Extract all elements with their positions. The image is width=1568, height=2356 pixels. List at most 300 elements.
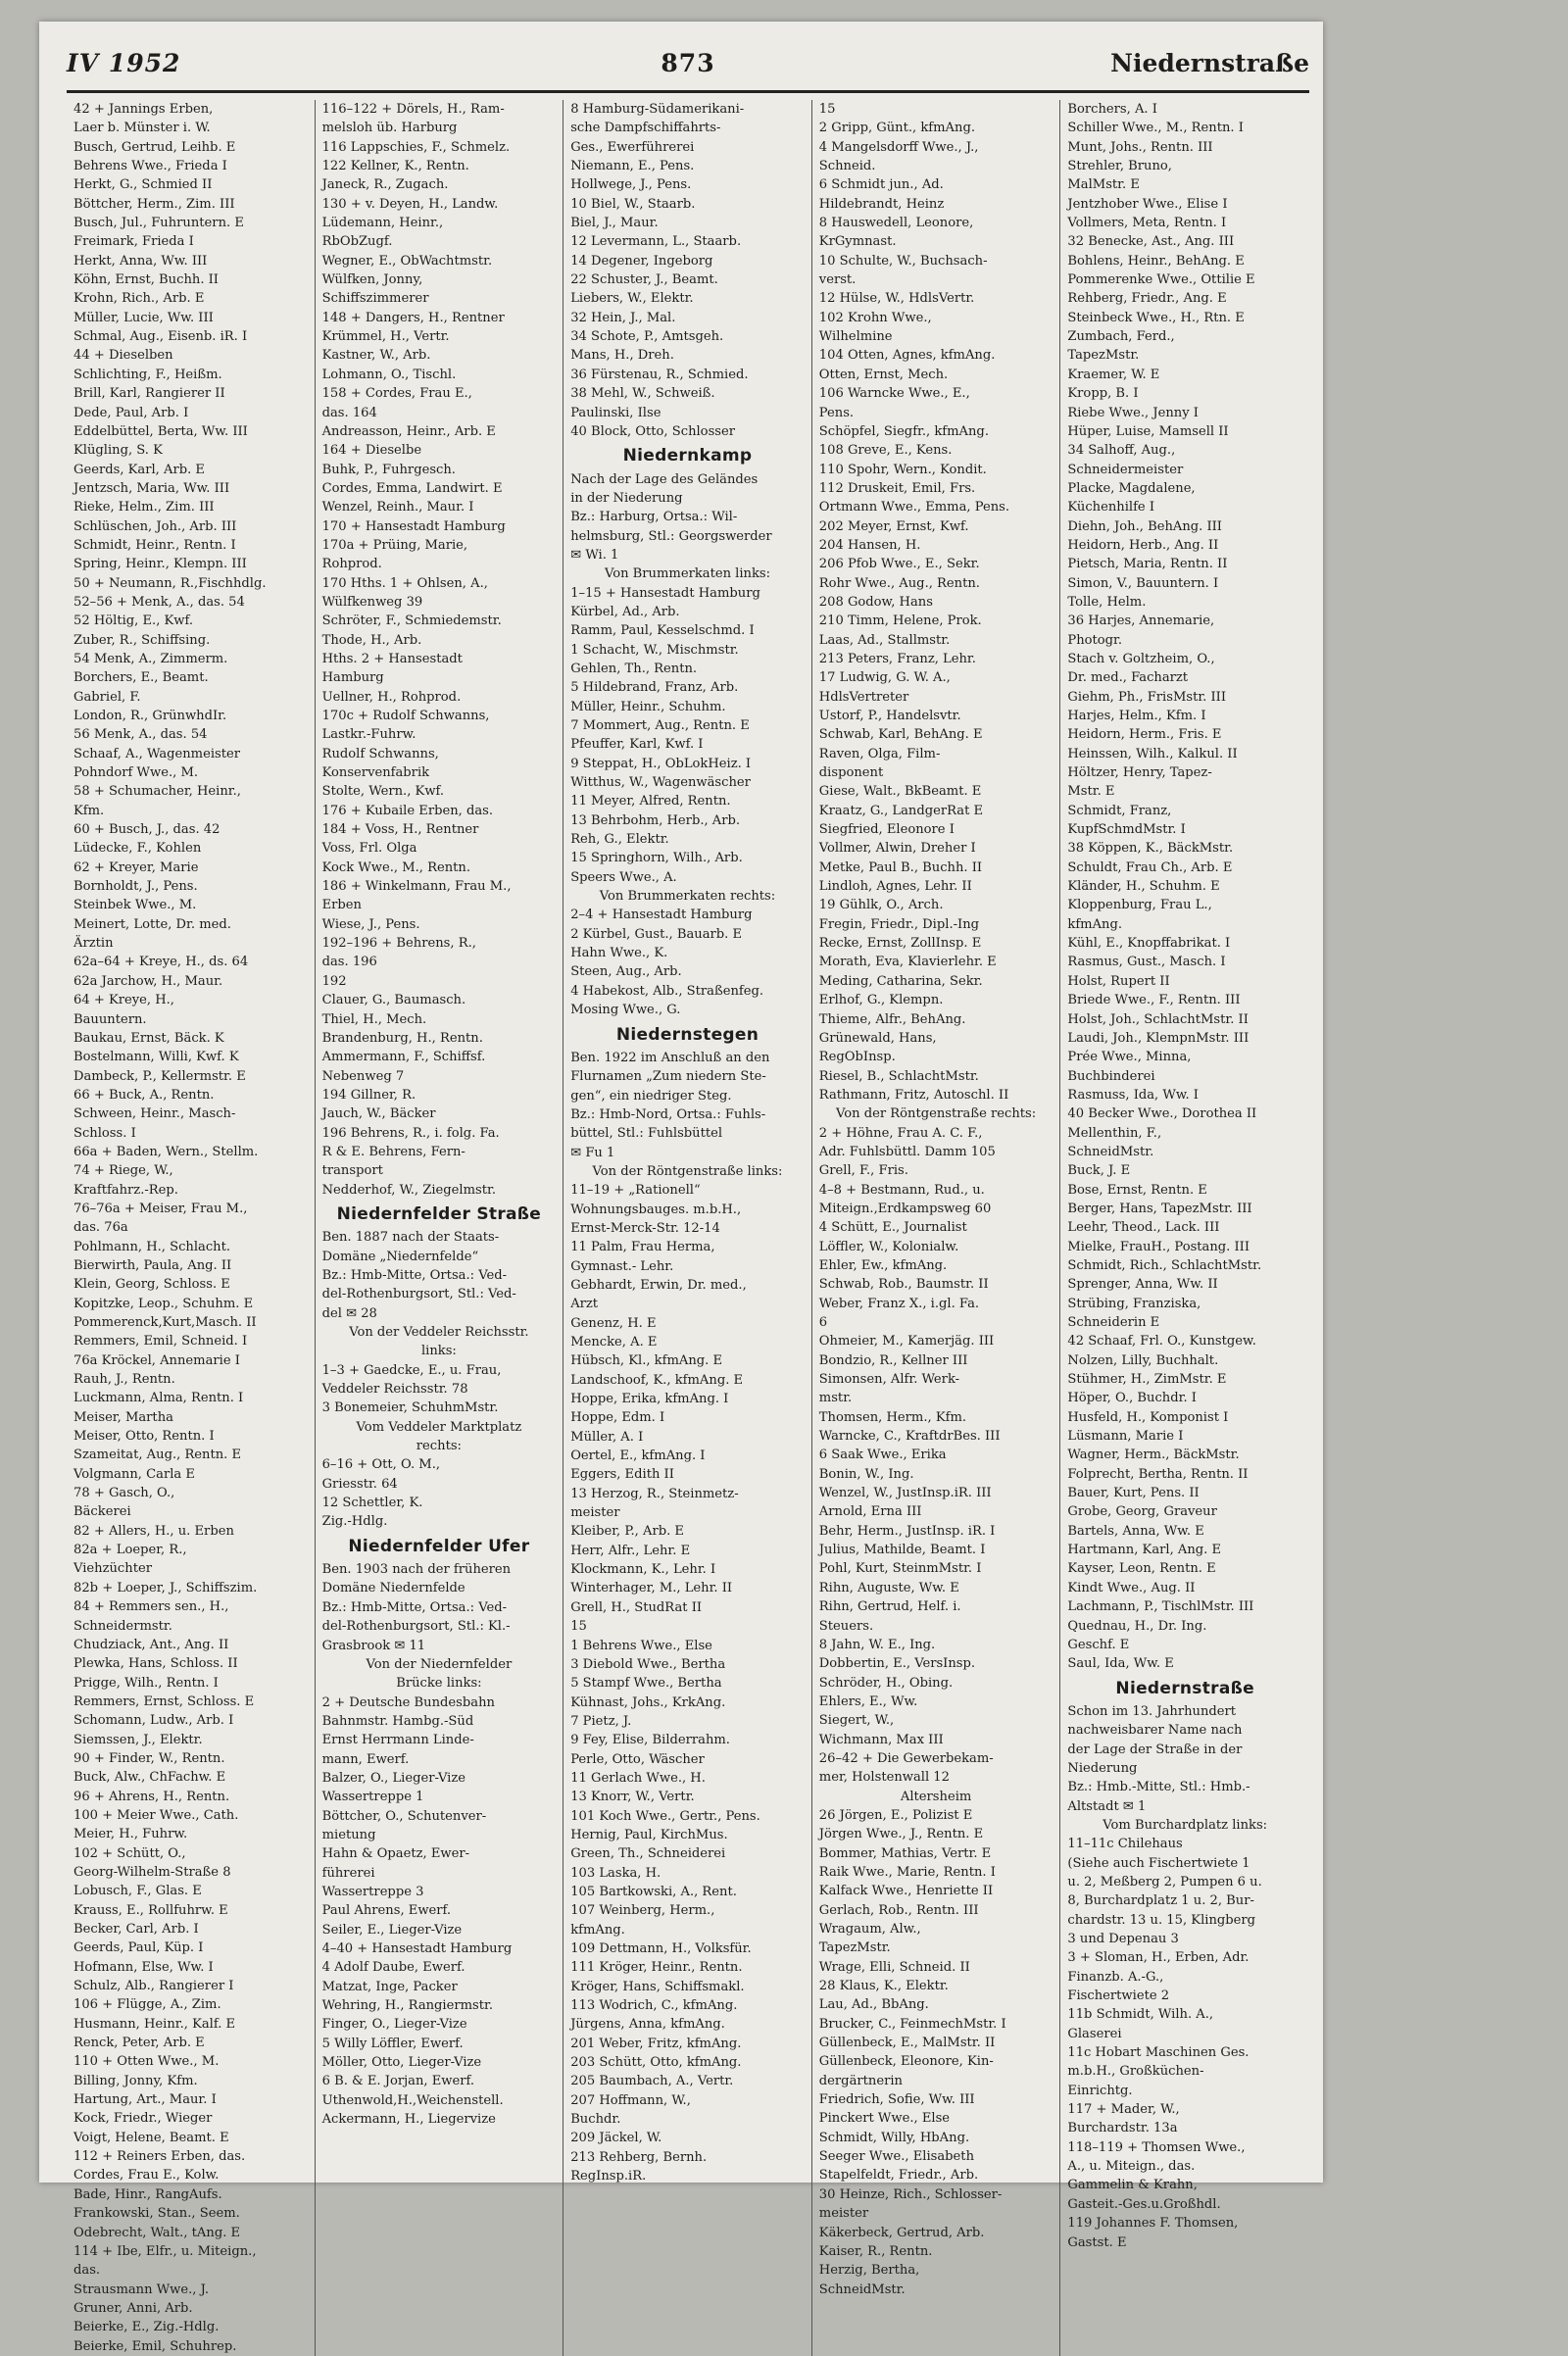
directory-line: Vom Veddeler Marktplatz	[356, 1419, 522, 1435]
directory-line: Müller, Lucie, Ww. III	[74, 310, 214, 325]
directory-line: Höltzer, Henry, Tapez-	[1067, 765, 1212, 781]
directory-line: Ammermann, F., Schiffsf.	[321, 1050, 486, 1065]
directory-line: meister	[570, 1505, 620, 1521]
directory-line: 192	[321, 973, 347, 989]
directory-line: Schmal, Aug., Eisenb. iR. I	[74, 329, 248, 345]
directory-line: Wenzel, Reinh., Maur. I	[321, 500, 474, 515]
directory-line: 56 Menk, A., das. 54	[74, 727, 208, 743]
column-4	[812, 100, 1061, 2356]
directory-line: 32 Benecke, Ast., Ang. III	[1067, 234, 1235, 250]
directory-line: Kraemer, W. E	[1067, 367, 1160, 382]
directory-line: Kock, Friedr., Wieger	[74, 2111, 213, 2127]
directory-line: 106 Warncke Wwe., E.,	[818, 386, 970, 402]
directory-line: Rudolf Schwanns,	[321, 746, 439, 761]
directory-line: Pommerenck,Kurt,Masch. II	[74, 1315, 257, 1330]
directory-line: 12 Schettler, K.	[321, 1496, 423, 1511]
directory-line: Renck, Peter, Arb. E	[74, 2036, 205, 2051]
directory-line: 6 Saak Wwe., Erika	[818, 1448, 947, 1463]
directory-line: Schmidt, Heinr., Rentn. I	[74, 537, 236, 553]
column-3	[564, 100, 812, 2356]
directory-line: 12 Hülse, W., HdlsVertr.	[818, 291, 975, 307]
directory-line: 130 + v. Deyen, H., Landw.	[321, 196, 499, 212]
directory-line: R & E. Behrens, Fern-	[321, 1144, 466, 1159]
directory-line: Zig.-Hdlg.	[321, 1514, 388, 1530]
directory-line: Wichmann, Max III	[818, 1732, 944, 1747]
directory-line: Rihn, Auguste, Ww. E	[818, 1580, 959, 1595]
directory-line: Lohmann, O., Tischl.	[321, 367, 457, 382]
directory-line: 66 + Buck, A., Rentn.	[74, 1087, 215, 1103]
directory-line: kfmAng.	[1067, 916, 1123, 932]
directory-line: Kröger, Hans, Schiffsmakl.	[570, 1979, 745, 1994]
directory-line: del-Rothenburgsort, Stl.: Kl.-	[321, 1619, 511, 1635]
directory-line: 62a Jarchow, H., Maur.	[74, 973, 223, 989]
directory-line: Schlichting, F., Heißm.	[74, 367, 222, 382]
directory-line: Von der Veddeler Reichsstr.	[349, 1325, 529, 1340]
directory-line: 106 + Flügge, A., Zim.	[74, 1997, 221, 2013]
directory-line: Recke, Ernst, ZollInsp. E	[818, 936, 982, 952]
directory-line: Löffler, W., Kolonialw.	[818, 1239, 959, 1254]
directory-line: 78 + Gasch, O.,	[74, 1486, 175, 1501]
directory-line: 34 Salhoff, Aug.,	[1067, 443, 1176, 459]
directory-line: Bierwirth, Paula, Ang. II	[74, 1257, 232, 1273]
directory-line: Käkerbeck, Gertrud, Arb.	[818, 2225, 985, 2240]
directory-line: Meier, H., Fuhrw.	[74, 1827, 188, 1842]
directory-line: Gastst. E	[1067, 2234, 1127, 2250]
directory-line: Ben. 1922 im Anschluß an den	[570, 1050, 770, 1065]
directory-line: Kfm.	[74, 803, 105, 818]
directory-line: Laas, Ad., Stallmstr.	[818, 632, 951, 648]
directory-line: Wiese, J., Pens.	[321, 916, 420, 932]
directory-line: Thode, H., Arb.	[321, 632, 422, 648]
directory-line: 74 + Riege, W.,	[74, 1163, 173, 1179]
directory-line: 42 + Jannings Erben,	[74, 102, 214, 117]
directory-line: Arnold, Erna III	[818, 1504, 922, 1520]
directory-line: Hoppe, Edm. I	[570, 1410, 665, 1426]
directory-line: 3 und Depenau 3	[1067, 1932, 1179, 1946]
directory-line: Giehm, Ph., FrisMstr. III	[1067, 689, 1226, 705]
directory-line: del-Rothenburgsort, Stl.: Ved-	[321, 1287, 516, 1302]
directory-line: Kländer, H., Schuhm. E	[1067, 879, 1220, 895]
directory-line: 105 Bartkowski, A., Rent.	[570, 1884, 737, 1899]
directory-line: Kühl, E., Knopffabrikat. I	[1067, 936, 1231, 952]
directory-line: Schlüschen, Joh., Arb. III	[74, 518, 237, 534]
directory-line: 11c Hobart Maschinen Ges.	[1067, 2045, 1250, 2061]
directory-line: Georg-Wilhelm-Straße 8	[74, 1864, 231, 1880]
directory-line: Green, Th., Schneiderei	[570, 1846, 726, 1862]
directory-line: Lau, Ad., BbAng.	[818, 1997, 929, 2013]
directory-line: TapezMstr.	[1067, 348, 1140, 364]
directory-line: Husfeld, H., Komponist I	[1067, 1409, 1229, 1425]
directory-line: Wragaum, Alw.,	[818, 1922, 921, 1937]
directory-line: 84 + Remmers sen., H.,	[74, 1599, 229, 1615]
directory-line: 54 Menk, A., Zimmerm.	[74, 651, 228, 666]
directory-line: Brill, Karl, Rangierer II	[74, 386, 225, 402]
directory-line: Fregin, Friedr., Dipl.-Ing	[818, 916, 980, 932]
directory-line: Eggers, Edith II	[570, 1467, 674, 1483]
directory-line: Meinert, Lotte, Dr. med.	[74, 916, 231, 932]
directory-line: Kropp, B. I	[1067, 386, 1139, 402]
directory-line: 194 Gillner, R.	[321, 1087, 416, 1103]
directory-line: Baukau, Ernst, Bäck. K	[74, 1030, 224, 1046]
street-heading: Niedernfelder Ufer	[348, 1536, 530, 1556]
directory-line: HdlsVertreter	[818, 689, 909, 705]
directory-line: Laer b. Münster i. W.	[74, 121, 211, 136]
directory-line: ✉ Fu 1	[570, 1145, 615, 1160]
directory-line: mietung	[321, 1827, 376, 1842]
directory-line: Viehzüchter	[74, 1561, 152, 1577]
directory-line: 11 Gerlach Wwe., H.	[570, 1770, 706, 1786]
directory-line: Cordes, Emma, Landwirt. E	[321, 480, 503, 496]
directory-line: Strübing, Franziska,	[1067, 1296, 1201, 1311]
directory-line: mstr.	[818, 1391, 853, 1406]
directory-line: 7 Pietz, J.	[570, 1713, 632, 1729]
directory-line: Husmann, Heinr., Kalf. E	[74, 2016, 236, 2032]
directory-line: führerei	[321, 1865, 375, 1881]
directory-line: das. 76a	[74, 1220, 128, 1236]
directory-line: Gehlen, Th., Rentn.	[570, 661, 698, 676]
directory-line: Odebrecht, Walt., tAng. E	[74, 2225, 241, 2240]
directory-line: Hoppe, Erika, kfmAng. I	[570, 1392, 729, 1407]
directory-line: Wegner, E., ObWachtmstr.	[321, 253, 493, 269]
directory-line: Pohl, Kurt, SteinmMstr. I	[818, 1561, 982, 1577]
directory-line: Hernig, Paul, KirchMus.	[570, 1827, 728, 1842]
directory-line: Erlhof, G., Klempn.	[818, 993, 944, 1008]
directory-line: Pfeuffer, Karl, Kwf. I	[570, 737, 704, 753]
column-2	[316, 100, 564, 2356]
directory-line: Bz.: Hmb.-Mitte, Stl.: Hmb.-	[1067, 1780, 1250, 1795]
directory-line: Gymnast.- Lehr.	[570, 1258, 674, 1274]
directory-line: Friedrich, Sofie, Ww. III	[818, 2092, 975, 2108]
directory-line: 110 Spohr, Wern., Kondit.	[818, 462, 987, 477]
directory-line: Raven, Olga, Film-	[818, 746, 941, 761]
directory-line: KupfSchmdMstr. I	[1067, 822, 1186, 838]
directory-line: 9 Fey, Elise, Bilderrahm.	[570, 1733, 730, 1748]
directory-line: u. 2, Meßberg 2, Pumpen 6 u.	[1067, 1874, 1262, 1890]
directory-line: Lachmann, P., TischlMstr. III	[1067, 1599, 1254, 1615]
directory-line: Kindt Wwe., Aug. II	[1067, 1580, 1196, 1595]
directory-line: Hübsch, Kl., kfmAng. E	[570, 1353, 723, 1369]
directory-line: in der Niederung	[570, 490, 683, 506]
directory-line: Wohnungsbauges. m.b.H.,	[570, 1202, 742, 1217]
directory-line: 148 + Dangers, H., Rentner	[321, 310, 505, 325]
directory-line: disponent	[818, 765, 884, 781]
directory-line: Briede Wwe., F., Rentn. III	[1067, 993, 1241, 1008]
directory-line: Voss, Frl. Olga	[321, 841, 417, 857]
directory-line: Pinckert Wwe., Else	[818, 2111, 951, 2127]
directory-line: 4–40 + Hansestadt Hamburg	[321, 1941, 513, 1956]
directory-line: Heidorn, Herb., Ang. II	[1067, 537, 1219, 553]
directory-line: 34 Schote, P., Amtsgeh.	[570, 329, 724, 345]
directory-line: 186 + Winkelmann, Frau M.,	[321, 879, 512, 895]
directory-line: Schulz, Alb., Rangierer I	[74, 1979, 234, 1994]
directory-line: mer, Holstenwall 12	[818, 1770, 950, 1786]
directory-line: Grell, H., StudRat II	[570, 1599, 703, 1615]
directory-line: Clauer, G., Baumasch.	[321, 993, 466, 1008]
directory-line: 96 + Ahrens, H., Rentn.	[74, 1789, 230, 1804]
directory-line: Bäckerei	[74, 1504, 131, 1520]
directory-line: Wagner, Herm., BäckMstr.	[1067, 1448, 1240, 1463]
directory-line: SchneidMstr.	[818, 2282, 906, 2297]
directory-line: 6	[818, 1315, 828, 1330]
directory-line: Busch, Jul., Fuhruntern. E	[74, 216, 244, 231]
directory-line: 114 + Ibe, Elfr., u. Miteign.,	[74, 2243, 257, 2259]
directory-line: Erben	[321, 898, 362, 913]
directory-line: Steinbeck Wwe., H., Rtn. E	[1067, 310, 1245, 325]
directory-line: Warncke, C., KraftdrBes. III	[818, 1429, 1001, 1445]
directory-line: dergärtnerin	[818, 2073, 903, 2088]
directory-line: Güllenbeck, E., MalMstr. II	[818, 2036, 996, 2051]
directory-line: 204 Hansen, H.	[818, 537, 921, 553]
directory-line: Uthenwold,H.,Weichenstell.	[321, 2092, 504, 2108]
directory-line: Herr, Alfr., Lehr. E	[570, 1543, 691, 1558]
directory-line: 4 Mangelsdorff Wwe., J.,	[818, 139, 979, 155]
directory-line: 62a–64 + Kreye, H., ds. 64	[74, 955, 249, 970]
column-1	[67, 100, 316, 2356]
directory-line: 109 Dettmann, H., Volksfür.	[570, 1941, 752, 1956]
directory-line: 112 + Reiners Erben, das.	[74, 2149, 246, 2165]
directory-line: Heinssen, Wilh., Kalkul. II	[1067, 746, 1238, 761]
directory-line: Behrens Wwe., Frieda I	[74, 159, 227, 174]
directory-line: 2 + Höhne, Frau A. C. F.,	[818, 1125, 983, 1141]
directory-line: Munt, Johs., Rentn. III	[1067, 139, 1213, 155]
directory-line: 22 Schuster, J., Beamt.	[570, 272, 718, 288]
directory-line: Mielke, FrauH., Postang. III	[1067, 1239, 1250, 1254]
directory-line: 210 Timm, Helene, Prok.	[818, 614, 982, 629]
directory-line: Prée Wwe., Minna,	[1067, 1050, 1192, 1065]
directory-line: Hüper, Luise, Mamsell II	[1067, 423, 1229, 439]
directory-line: 2 Gripp, Günt., kfmAng.	[818, 121, 975, 136]
directory-line: 118–119 + Thomsen Wwe.,	[1067, 2139, 1246, 2155]
directory-line: 3 Diebold Wwe., Bertha	[570, 1656, 726, 1672]
directory-line: Behr, Herm., JustInsp. iR. I	[818, 1523, 996, 1539]
directory-line: 117 + Mader, W.,	[1067, 2102, 1180, 2118]
directory-line: 38 Köppen, K., BäckMstr.	[1067, 841, 1234, 857]
directory-line: Schon im 13. Jahrhundert	[1067, 1703, 1237, 1719]
directory-line: Pohndorf Wwe., M.	[74, 765, 199, 781]
directory-line: Bz.: Hmb-Mitte, Ortsa.: Ved-	[321, 1599, 508, 1615]
directory-line: Uellner, H., Rohprod.	[321, 689, 462, 705]
directory-line: Gasteit.-Ges.u.Großhdl.	[1067, 2196, 1221, 2212]
directory-line: 170 + Hansestadt Hamburg	[321, 518, 506, 534]
directory-line: Bz.: Harburg, Ortsa.: Wil-	[570, 510, 738, 525]
directory-line: Rasmus, Gust., Masch. I	[1067, 955, 1226, 970]
directory-line: Voigt, Helene, Beamt. E	[74, 2130, 229, 2145]
directory-line: Herkt, Anna, Ww. III	[74, 253, 208, 269]
directory-line: Rohprod.	[321, 557, 382, 572]
directory-line: Lüdecke, F., Kohlen	[74, 841, 202, 857]
directory-line: Niederung	[1067, 1760, 1138, 1776]
directory-line: Steen, Aug., Arb.	[570, 964, 682, 980]
directory-line: (Siehe auch Fischertwiete 1	[1067, 1855, 1250, 1871]
directory-line: 116–122 + Dörels, H., Ram-	[321, 102, 505, 117]
directory-line: 111 Kröger, Heinr., Rentn.	[570, 1960, 743, 1976]
directory-line: das. 196	[321, 955, 377, 970]
directory-line: Stolte, Wern., Kwf.	[321, 784, 445, 800]
directory-line: 52 Höltig, E., Kwf.	[74, 614, 194, 629]
directory-line: Niemann, E., Pens.	[570, 159, 695, 174]
directory-line: 14 Degener, Ingeborg	[570, 253, 713, 269]
directory-line: 107 Weinberg, Herm.,	[570, 1903, 715, 1919]
directory-line: Oertel, E., kfmAng. I	[570, 1448, 706, 1464]
directory-line: 32 Hein, J., Mal.	[570, 310, 676, 325]
directory-line: 110 + Otten Wwe., M.	[74, 2054, 220, 2070]
directory-line: TapezMstr.	[818, 1940, 891, 1956]
directory-line: 15	[818, 102, 836, 117]
directory-line: Laudi, Joh., KlempnMstr. III	[1067, 1030, 1250, 1046]
directory-line: 12 Levermann, L., Staarb.	[570, 234, 742, 250]
directory-line: Schmidt, Willy, HbAng.	[818, 2130, 970, 2145]
directory-line: 13 Herzog, R., Steinmetz-	[570, 1486, 739, 1501]
directory-line: Zumbach, Ferd.,	[1067, 329, 1175, 345]
directory-line: Jentzsch, Maria, Ww. III	[74, 480, 230, 496]
directory-line: 9 Steppat, H., ObLokHeiz. I	[570, 756, 752, 771]
directory-line: 103 Laska, H.	[570, 1865, 662, 1881]
directory-line: Kaiser, R., Rentn.	[818, 2243, 933, 2259]
directory-line: verst.	[818, 272, 857, 288]
directory-line: Weber, Franz X., i.gl. Fa.	[818, 1296, 980, 1311]
directory-line: 4–8 + Bestmann, Rud., u.	[818, 1182, 985, 1198]
directory-line: 82 + Allers, H., u. Erben	[74, 1523, 234, 1539]
directory-columns	[67, 100, 1309, 2354]
directory-line: Rasmuss, Ida, Ww. I	[1067, 1087, 1199, 1103]
directory-line: Meiser, Otto, Rentn. I	[74, 1429, 215, 1445]
directory-line: Siemssen, J., Elektr.	[74, 1732, 203, 1747]
directory-line: Heidorn, Herm., Fris. E	[1067, 727, 1222, 743]
directory-line: Perle, Otto, Wäscher	[570, 1751, 705, 1767]
directory-line: 1–15 + Hansestadt Hamburg	[570, 585, 760, 601]
directory-line: Pommerenke Wwe., Ottilie E	[1067, 272, 1255, 288]
directory-line: 10 Schulte, W., Buchsach-	[818, 253, 988, 269]
directory-line: Cordes, Frau E., Kolw.	[74, 2168, 220, 2184]
street-heading: Niedernfelder Straße	[336, 1203, 542, 1224]
directory-line: Bostelmann, Willi, Kwf. K	[74, 1050, 239, 1065]
directory-line: 119 Johannes F. Thomsen,	[1067, 2216, 1239, 2232]
directory-line: Zuber, R., Schiffsing.	[74, 632, 211, 648]
directory-line: 213 Rehberg, Bernh.	[570, 2149, 708, 2165]
directory-line: Photogr.	[1067, 632, 1123, 648]
directory-line: Leehr, Theod., Lack. III	[1067, 1220, 1220, 1236]
directory-line: Rieke, Helm., Zim. III	[74, 500, 215, 515]
directory-line: Schneid.	[818, 159, 876, 174]
directory-line: 100 + Meier Wwe., Cath.	[74, 1807, 239, 1823]
directory-line: Dede, Paul, Arb. I	[74, 405, 189, 420]
directory-line: Matzat, Inge, Packer	[321, 1979, 458, 1994]
directory-line: 11 Meyer, Alfred, Rentn.	[570, 794, 731, 810]
directory-line: Ehler, Ew., kfmAng.	[818, 1257, 948, 1273]
directory-page	[39, 22, 1323, 2354]
directory-line: Winterhager, M., Lehr. II	[570, 1581, 733, 1596]
directory-line: Gebhardt, Erwin, Dr. med.,	[570, 1277, 747, 1293]
directory-line: 2 + Deutsche Bundesbahn	[321, 1694, 495, 1710]
directory-line: Ortmann Wwe., Emma, Pens.	[818, 500, 1010, 515]
directory-line: Witthus, W., Wagenwäscher	[570, 775, 751, 791]
directory-line: Kock Wwe., M., Rentn.	[321, 859, 471, 875]
directory-line: m.b.H., Großküchen-	[1067, 2064, 1204, 2080]
directory-line: Von Brummerkaten rechts:	[599, 889, 776, 905]
directory-line: Schmidt, Franz,	[1067, 803, 1172, 818]
directory-line: Rathmann, Fritz, Autoschl. II	[818, 1087, 1009, 1103]
directory-line: Holst, Joh., SchlachtMstr. II	[1067, 1011, 1249, 1027]
directory-line: 64 + Kreye, H.,	[74, 993, 174, 1008]
directory-line: Hamburg	[321, 670, 384, 686]
directory-line: Saul, Ida, Ww. E	[1067, 1656, 1174, 1672]
directory-line: Klein, Georg, Schloss. E	[74, 1277, 230, 1293]
directory-line: Bonin, W., Ing.	[818, 1466, 914, 1482]
directory-line: 113 Wodrich, C., kfmAng.	[570, 1998, 738, 2014]
directory-line: 112 Druskeit, Emil, Frs.	[818, 480, 976, 496]
directory-line: Nebenweg 7	[321, 1068, 405, 1084]
directory-line: Busch, Gertrud, Leihb. E	[74, 139, 236, 155]
directory-line: MalMstr. E	[1067, 177, 1140, 193]
directory-line: 184 + Voss, H., Rentner	[321, 822, 479, 838]
directory-line: 36 Harjes, Annemarie,	[1067, 614, 1215, 629]
directory-line: Otten, Ernst, Mech.	[818, 367, 949, 382]
directory-line: Altersheim	[900, 1789, 972, 1804]
directory-line: Brucker, C., FeinmechMstr. I	[818, 2016, 1006, 2032]
directory-line: Borchers, E., Beamt.	[74, 670, 209, 686]
directory-line: Ehlers, E., Ww.	[818, 1693, 918, 1709]
directory-line: Stach v. Goltzheim, O.,	[1067, 651, 1215, 666]
directory-line: Herkt, G., Schmied II	[74, 177, 213, 193]
directory-line: 7 Mommert, Aug., Rentn. E	[570, 718, 750, 733]
directory-line: Brücke links:	[396, 1676, 482, 1692]
directory-line: Grobe, Georg, Graveur	[1067, 1504, 1217, 1520]
directory-line: Meiser, Martha	[74, 1409, 173, 1425]
directory-line: Von der Röntgenstraße links:	[592, 1163, 783, 1179]
directory-line: 3 Bonemeier, SchuhmMstr.	[321, 1400, 499, 1416]
directory-line: Bommer, Mathias, Vertr. E	[818, 1845, 992, 1861]
directory-line: 60 + Busch, J., das. 42	[74, 822, 220, 838]
directory-line: Gerlach, Rob., Rentn. III	[818, 1902, 979, 1918]
directory-line: Mosing Wwe., G.	[570, 1003, 681, 1018]
directory-line: Folprecht, Bertha, Rentn. II	[1067, 1466, 1249, 1482]
directory-line: 90 + Finder, W., Rentn.	[74, 1750, 225, 1766]
directory-line: Genenz, H. E	[570, 1315, 657, 1331]
directory-line: 13 Behrbohm, Herb., Arb.	[570, 812, 741, 828]
directory-line: Finger, O., Lieger-Vize	[321, 2017, 467, 2033]
directory-line: 8, Burchardplatz 1 u. 2, Bur-	[1067, 1893, 1254, 1909]
directory-line: 50 + Neumann, R.,Fischhdlg.	[74, 575, 267, 591]
directory-line: 4 Schütt, E., Journalist	[818, 1220, 967, 1236]
directory-line: 38 Mehl, W., Schweiß.	[570, 386, 715, 402]
directory-line: Wenzel, W., JustInsp.iR. III	[818, 1486, 992, 1501]
directory-line: Bornholdt, J., Pens.	[74, 879, 198, 895]
directory-line: RegInsp.iR.	[570, 2169, 647, 2184]
directory-line: Bondzio, R., Kellner III	[818, 1352, 968, 1368]
directory-line: Wassertreppe 1	[321, 1790, 424, 1805]
directory-line: Steinbek Wwe., M.	[74, 898, 197, 913]
directory-line: Hahn & Opaetz, Ewer-	[321, 1846, 470, 1862]
directory-line: helmsburg, Stl.: Georgswerder	[570, 528, 772, 544]
directory-line: Hollwege, J., Pens.	[570, 177, 692, 193]
directory-line: Herzig, Bertha,	[818, 2263, 920, 2279]
directory-line: Tolle, Helm.	[1067, 594, 1147, 610]
directory-line: Rohr Wwe., Aug., Rentn.	[818, 575, 980, 591]
directory-line: 205 Baumbach, A., Vertr.	[570, 2074, 734, 2089]
directory-line: Klockmann, K., Lehr. I	[570, 1562, 716, 1578]
directory-line: Klügling, S. K	[74, 443, 163, 459]
directory-line: 66a + Baden, Wern., Stellm.	[74, 1144, 259, 1159]
directory-line: Schöpfel, Siegfr., kfmAng.	[818, 423, 989, 439]
directory-line: Billing, Jonny, Kfm.	[74, 2073, 198, 2088]
directory-line: Böttcher, Herm., Zim. III	[74, 196, 235, 212]
directory-line: Schloss. I	[74, 1125, 136, 1141]
directory-line: Metke, Paul B., Buchh. II	[818, 859, 983, 875]
directory-line: 2 Kürbel, Gust., Bauarb. E	[570, 926, 743, 942]
directory-line: Bartels, Anna, Ww. E	[1067, 1523, 1204, 1539]
directory-line: Kloppenburg, Frau L.,	[1067, 898, 1212, 913]
directory-line: rechts:	[416, 1439, 462, 1454]
